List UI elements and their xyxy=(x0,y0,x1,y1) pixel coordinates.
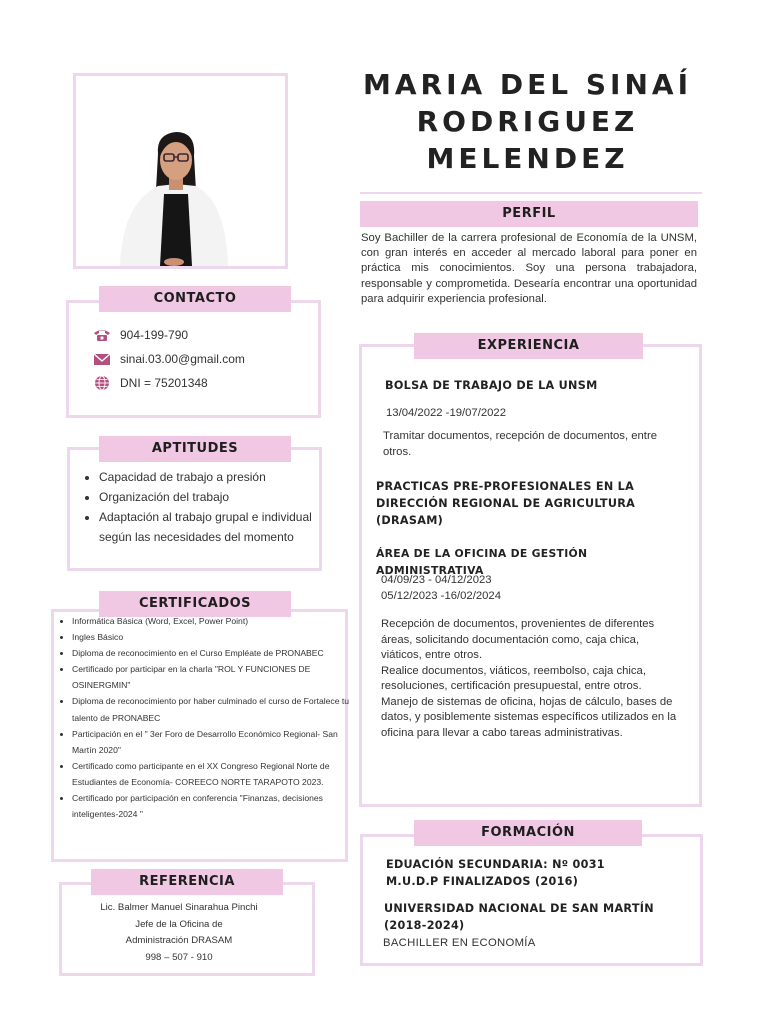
referencia-phone: 998 – 507 - 910 xyxy=(145,951,213,963)
certificado-item: • Certificado por participar en la charla "ROL Y FUNCIONES DE OSINERGMIN" xyxy=(72,661,350,693)
profile-photo xyxy=(76,76,285,266)
referencia-name: Lic. Balmer Manuel Sinarahua Pinchi xyxy=(100,902,258,913)
phone-icon xyxy=(92,327,112,343)
certificado-item: • Diploma de reconocimiento en el Curso Empléate de PRONABEC xyxy=(72,645,350,661)
profile-photo-frame xyxy=(73,73,288,269)
job2-duty: Manejo de sistemas de oficina, hojas de cálculo, bases de datos, y posiblemente sistemas específicos utilizados en la oficina para llevar a cabo tareas administrativas. xyxy=(381,695,677,739)
aptitude-item: • Adaptación al trabajo grupal e individual según las necesidades del momento xyxy=(99,507,324,547)
name-line-1: MARIA DEL SINAÍ xyxy=(363,68,692,101)
aptitude-item: • Organización del trabajo xyxy=(99,487,324,507)
mail-icon xyxy=(92,351,112,367)
contact-email-text: sinai.03.00@gmail.com xyxy=(120,352,245,366)
job2-area: ÁREA DE LA OFICINA DE GESTIÓN ADMINISTRATIVA xyxy=(376,547,588,577)
certificados-heading: CERTIFICADOS xyxy=(99,591,291,617)
name-line-3: MELENDEZ xyxy=(426,142,629,175)
job1-description: Tramitar documentos, recepción de documentos, entre otros. xyxy=(383,430,657,458)
aptitude-item: • Capacidad de trabajo a presión xyxy=(99,467,324,487)
contact-dni-text: DNI = 75201348 xyxy=(120,376,208,390)
edu-degree: BACHILLER EN ECONOMÍA xyxy=(383,937,536,949)
job2-duty: Recepción de documentos, provenientes de diferentes áreas, solicitando documentación como, caja chica, viáticos, entre otros. xyxy=(381,618,655,661)
name-divider xyxy=(360,192,702,194)
contact-phone-text: 904-199-790 xyxy=(120,328,189,342)
job1-dates: 13/04/2022 -19/07/2022 xyxy=(386,407,506,419)
referencia-heading: REFERENCIA xyxy=(91,869,283,895)
referencia-role: Jefe de la Oficina de xyxy=(135,918,223,930)
contact-dni xyxy=(92,375,208,391)
contact-phone xyxy=(92,327,188,343)
contact-heading: CONTACTO xyxy=(99,286,291,312)
experiencia-heading: EXPERIENCIA xyxy=(414,333,643,359)
perfil-heading: PERFIL xyxy=(360,201,698,227)
edu-universidad: UNIVERSIDAD NACIONAL DE SAN MARTÍN (2018-2024) xyxy=(384,902,654,932)
certificado-item: • Ingles Básico xyxy=(72,629,350,645)
job2-duty: Realice documentos, viáticos, reembolso, caja chica, resoluciones, certificación presupuestal, entre otros. xyxy=(381,664,646,692)
certificado-item: • Certificado como participante en el XX Congreso Regional Norte de Estudiantes de Economía- COREECO NORTE TARAPOTO 2023. xyxy=(72,758,350,790)
job2-title: PRACTICAS PRE-PROFESIONALES EN LA DIRECCIÓN REGIONAL DE AGRICULTURA (DRASAM) xyxy=(376,480,636,527)
certificado-item: • Participación en el " 3er Foro de Desarrollo Económico Regional- San Martín 2020" xyxy=(72,726,350,758)
certificado-item: • Informática Básica (Word, Excel, Power Point) xyxy=(72,613,350,629)
edu-secundaria: EDUACIÓN SECUNDARIA: Nº 0031 M.U.D.P FINALIZADOS (2016) xyxy=(386,858,605,888)
job1-title: BOLSA DE TRABAJO DE LA UNSM xyxy=(385,379,598,392)
job2-description xyxy=(381,617,681,741)
aptitudes-list xyxy=(82,467,324,547)
formacion-heading: FORMACIÓN xyxy=(414,820,642,846)
aptitudes-heading: APTITUDES xyxy=(99,436,291,462)
certificados-list xyxy=(60,613,350,822)
perfil-text: Soy Bachiller de la carrera profesional de Economía de la UNSM, con gran interés en acceder al mercado laboral para poner en práctica mis conocimientos. Soy una persona trabajadora, responsable y comprometida. Desearía encontrar una oportunidad para adquirir experiencia profesional. xyxy=(361,232,697,305)
referencia-contact xyxy=(62,900,296,966)
candidate-name xyxy=(360,66,695,177)
job2-dates-1: 04/09/23 - 04/12/2023 xyxy=(381,574,492,586)
certificado-item: • Diploma de reconocimiento por haber culminado el curso de Fortalece tu talento de PRONABEC xyxy=(72,693,350,725)
job2-dates-2: 05/12/2023 -16/02/2024 xyxy=(381,590,501,602)
contact-email xyxy=(92,351,245,367)
name-line-2: RODRIGUEZ xyxy=(416,105,639,138)
globe-icon xyxy=(92,375,112,391)
certificado-item: • Certificado por participación en conferencia "Finanzas, decisiones inteligentes-2024 " xyxy=(72,790,350,822)
referencia-office: Administración DRASAM xyxy=(125,935,233,946)
